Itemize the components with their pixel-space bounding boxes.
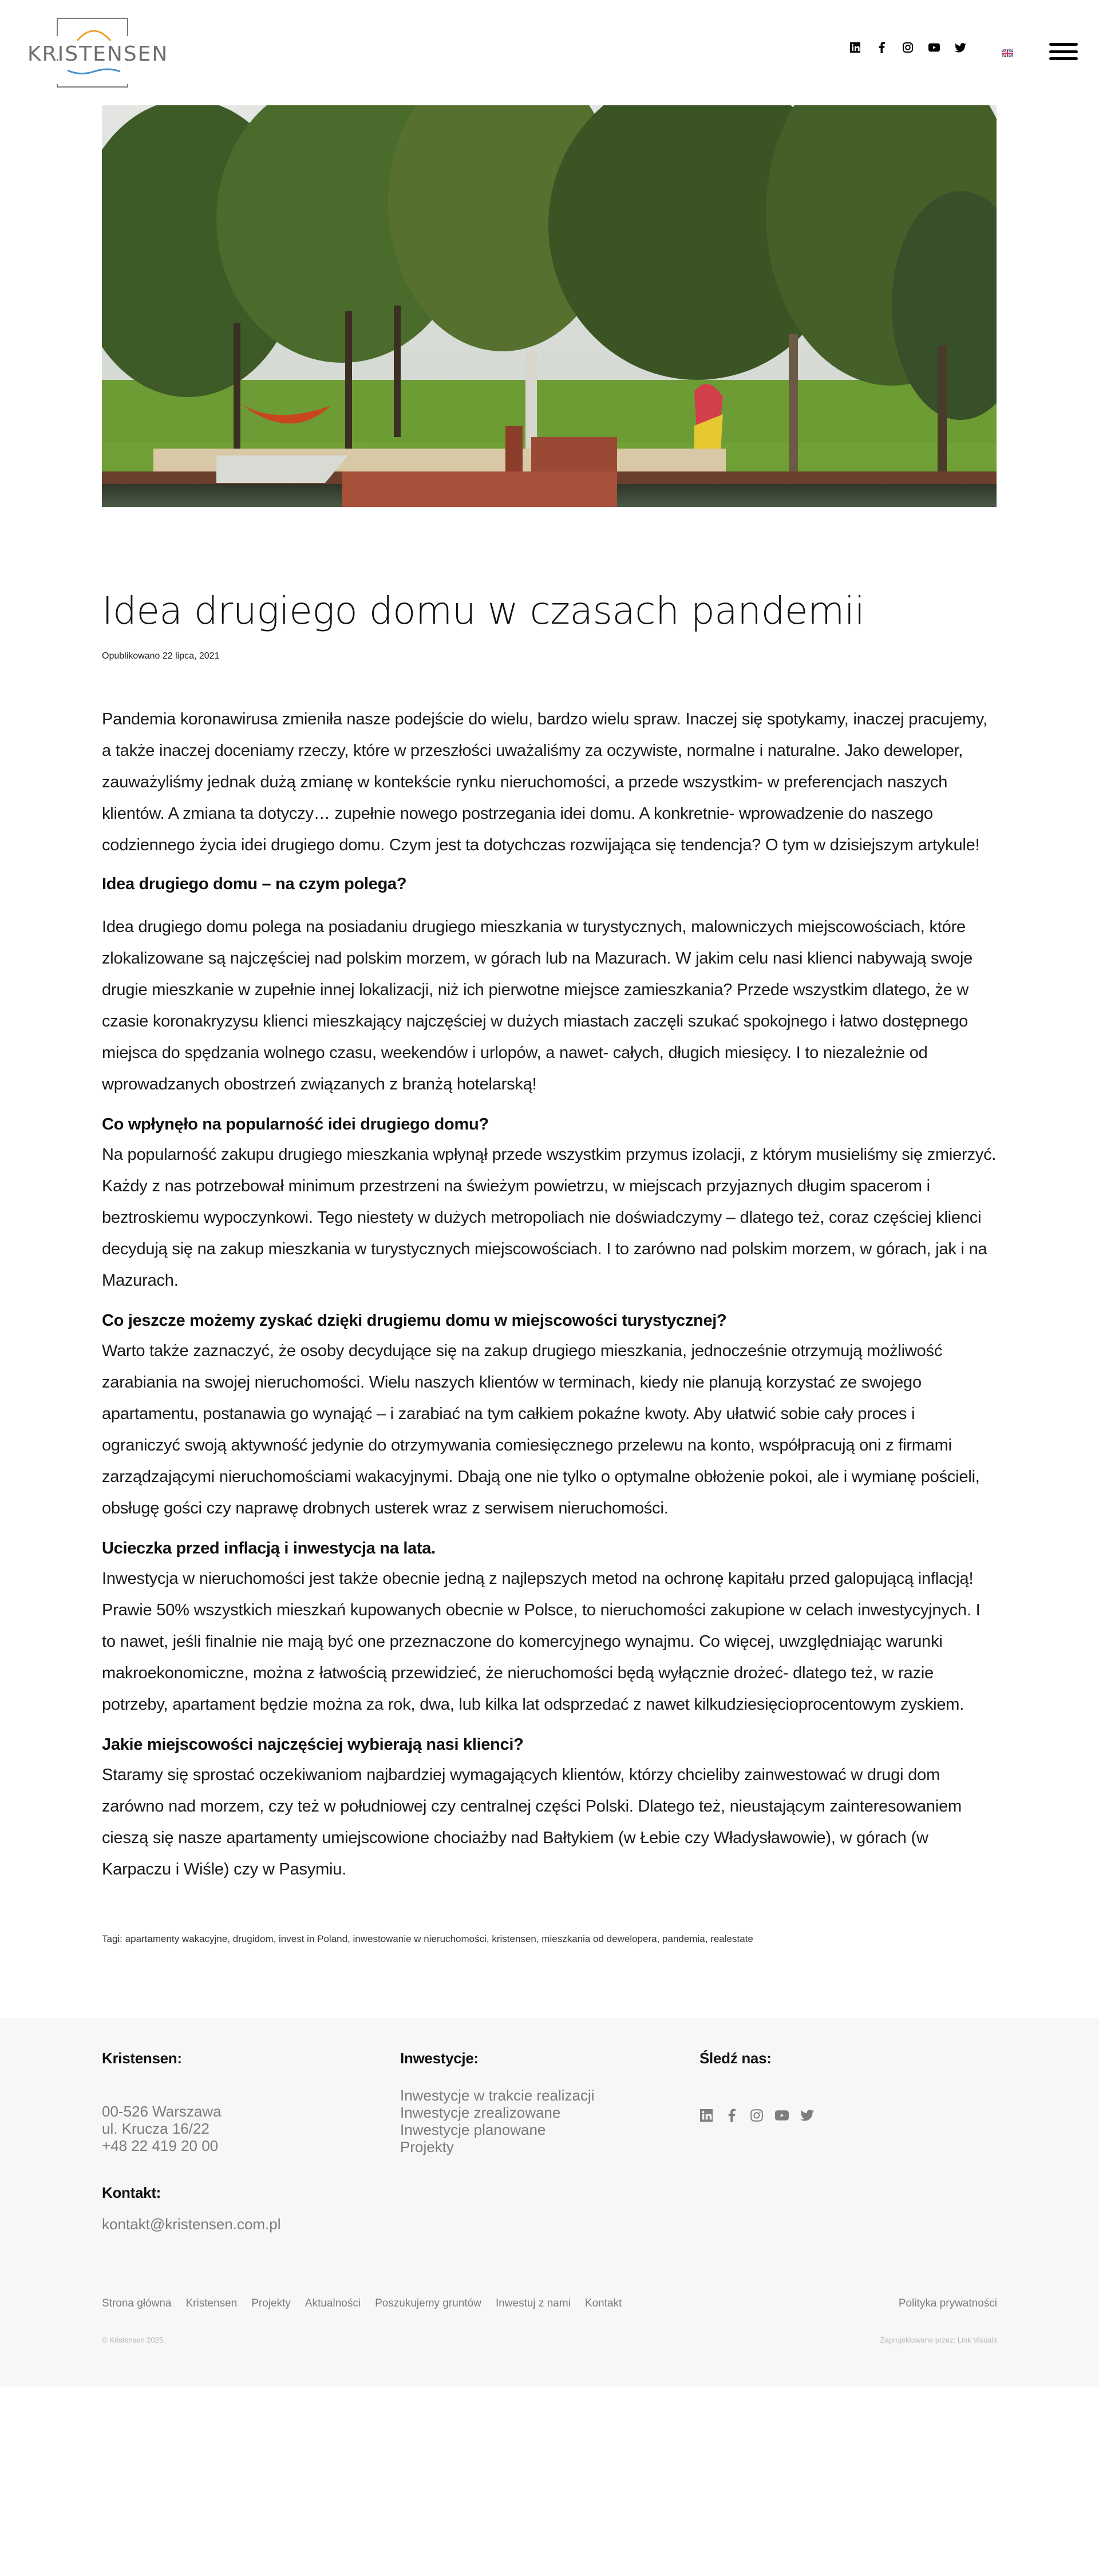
footer-investments-column — [400, 2050, 595, 2155]
instagram-icon[interactable] — [902, 42, 914, 53]
tag-link[interactable]: mieszkania od dewelopera — [541, 1933, 657, 1944]
footer-link[interactable]: Inwestycje planowane — [400, 2121, 546, 2138]
section-paragraph: Staramy się sprostać oczekiwaniom najbardziej wymagających klientów, którzy chcieliby zainwestować w drugi dom zarówno nad morzem, czy też w południowej czy centralnej części Polski. Dlatego też, nieustającym zainteresowaniem cieszą się nasze apartamenty umiejscowione chociażby nad Bałtykiem (w Łebie czy Władysławowie), w górach (w Karpaczu i Wiśle) czy w Pasymiu. — [102, 1766, 962, 1879]
logo-wave-icon — [66, 66, 121, 77]
tags-label: Tagi: — [102, 1933, 122, 1944]
footer-heading: Kristensen: — [102, 2050, 182, 2067]
section-paragraph: Warto także zaznaczyć, że osoby decydujące się na zakup drugiego mieszkania, jednocześnie otrzymują możliwość zarabiania na swojej nieruchomości. Wielu naszych klientów w terminach, kiedy nie planują korzystać ze swojego apartamentu, postanawia go wynająć – i zarabiać na tym całkiem pokaźne kwoty. Aby ułatwić sobie cały proces i ograniczyć swoją aktywność jedynie do otrzymywania comiesięcznego przelewu na konto, współpracują oni z firmami zarządzającymi nieruchomościami wakacyjnymi. Dbają one nie tylko o optymalne obłożenie pokoi, ale i wymianę pościeli, obsługę gości czy naprawę drobnych usterek wraz z serwisem nieruchomości. — [102, 1342, 980, 1517]
privacy-policy-link[interactable]: Polityka prywatności — [898, 2297, 997, 2309]
tag-link[interactable]: invest in Poland — [279, 1933, 348, 1944]
footer-social-column — [699, 2050, 814, 2122]
footer-nav-invest[interactable]: Inwestuj z nami — [495, 2297, 571, 2309]
footer-nav-news[interactable]: Aktualności — [305, 2297, 361, 2309]
facebook-icon[interactable] — [725, 2109, 738, 2122]
site-footer — [0, 2018, 1099, 2387]
menu-button[interactable] — [1049, 43, 1078, 61]
site-header — [0, 0, 1099, 105]
section-heading: Ucieczka przed inflacją i inwestycja na lata. — [102, 1539, 436, 1558]
twitter-icon[interactable] — [800, 2109, 814, 2122]
logo-text: KRISTENSEN — [27, 42, 169, 66]
footer-heading: Inwestycje: — [400, 2050, 479, 2067]
footer-nav-projects[interactable]: Projekty — [251, 2297, 291, 2309]
tag-link[interactable]: inwestowanie w nieruchomości — [353, 1933, 487, 1944]
hero-illustration — [102, 105, 997, 507]
tag-link[interactable]: kristensen — [492, 1933, 536, 1944]
footer-link[interactable]: Inwestycje zrealizowane — [400, 2104, 561, 2121]
youtube-icon[interactable] — [775, 2109, 789, 2122]
article-title: Idea drugiego domu w czasach pandemii — [102, 589, 865, 633]
footer-nav-kristensen[interactable]: Kristensen — [185, 2297, 238, 2309]
twitter-icon[interactable] — [955, 42, 966, 53]
footer-nav-land-search[interactable]: Poszukujemy gruntów — [375, 2297, 481, 2309]
youtube-icon[interactable] — [928, 42, 940, 53]
hero-image — [102, 105, 997, 507]
footer-nav-home[interactable]: Strona główna — [102, 2297, 172, 2309]
linkedin-icon[interactable] — [699, 2109, 713, 2122]
tag-link[interactable]: apartamenty wakacyjne — [125, 1933, 228, 1944]
footer-investments-links — [400, 2087, 595, 2155]
section-heading: Idea drugiego domu – na czym polega? — [102, 875, 407, 893]
section-paragraph: Inwestycja w nieruchomości jest także obecnie jedną z najlepszych metod na ochronę kapitału przed galopującą inflacją! Prawie 50% wszystkich mieszkań kupowanych obecnie w Polsce, to nieruchomości zakupione w celach inwestycyjnych. I to nawet, jeśli finalnie nie mają być one przeznaczone do komercyjnego wynajmu. Co więcej, uwzględniając warunki makroekonomiczne, można z łatwością przewidzieć, że nieruchomości będą wyłącznie drożeć- dlatego też, w razie potrzeby, apartament będzie można za rok, dwa, lub kilka lat odsprzedać z nawet kilkudziesięcioprocentowym zyskiem. — [102, 1570, 981, 1714]
footer-nav — [102, 2297, 622, 2310]
section-heading: Jakie miejscowości najczęściej wybierają nasi klienci? — [102, 1735, 524, 1754]
footer-heading: Śledź nas: — [699, 2050, 772, 2067]
tag-link[interactable]: realestate — [710, 1933, 753, 1944]
section-heading: Co jeszcze możemy zyskać dzięki drugiemu domu w miejscowości turystycznej? — [102, 1311, 727, 1330]
footer-heading: Kontakt: — [102, 2184, 161, 2201]
tags-list: Tagi: apartamenty wakacyjne, drugidom, invest in Poland, inwestowanie w nieruchomości, kristensen, mieszkania od dewelopera, pandemia, realestate — [102, 1933, 753, 1944]
header-social-links — [849, 42, 966, 53]
section-paragraph: Idea drugiego domu polega na posiadaniu drugiego mieszkania w turystycznych, malowniczych miejscowościach, które zlokalizowane są najczęściej nad polskim morzem, w górach lub na Mazurach. W jakim celu nasi klienci nabywają swoje drugie mieszkanie w zupełnie innej lokalizacji, niż ich pierwotne miejsce zamieszkania? Przede wszystkim dlatego, że w czasie koronakryzysu klienci mieszkający najczęściej w dużych miastach zaczęli szukać spokojnego i łatwo dostępnego miejsca do spędzania wolnego czasu, weekendów i urlopów, a nawet- całych, długich miesięcy. I to niezależnie od wprowadzanych obostrzeń związanych z branżą hotelarską! — [102, 918, 973, 1093]
language-flag-uk-icon[interactable] — [1002, 49, 1013, 57]
article-intro: Pandemia koronawirusa zmieniła nasze podejście do wielu, bardzo wielu spraw. Inaczej się spotykamy, inaczej pracujemy, a także inaczej doceniamy rzeczy, które w przeszłości uważaliśmy za oczywiste, normalne i naturalne. Jako deweloper, zauważyliśmy jednak dużą zmianę w kontekście rynku nieruchomości, a przede wszystkim- w preferencjach naszych klientów. A zmiana ta dotyczy… zupełnie nowego postrzegania idei domu. A konkretnie- wprowadzenie do naszego codziennego życia idei drugiego domu. Czym jest ta dotychczas rozwijająca się tendencja? O tym w dzisiejszym artykule! — [102, 710, 987, 854]
publish-date: Opublikowano 22 lipca, 2021 — [102, 651, 220, 661]
footer-address: 00-526 Warszawa ul. Krucza 16/22 +48 22 419 20 00 — [102, 2103, 281, 2154]
tag-link[interactable]: pandemia — [662, 1933, 705, 1944]
footer-nav-contact[interactable]: Kontakt — [584, 2297, 622, 2309]
footer-email-link[interactable]: kontakt@kristensen.com.pl — [102, 2216, 281, 2233]
section-paragraph: Na popularność zakupu drugiego mieszkania wpłynął przede wszystkim przymus izolacji, z którym musieliśmy się zmierzyć. Każdy z nas potrzebował minimum przestrzeni na świeżym powietrzu, w miejscach przyjaznych długim spacerom i beztroskiemu wypoczynkowi. Tego niestety w dużych metropoliach nie doświadczymy – dlatego też, coraz częściej klienci decydują się na zakup mieszkania w turystycznych miejscowościach. I to zarówno nad polskim morzem, w górach, jak i na Mazurach. — [102, 1146, 997, 1290]
copyright: © Kristensen 2025. — [102, 2336, 165, 2344]
section-heading: Co wpłynęło na popularność idei drugiego domu? — [102, 1115, 489, 1134]
footer-social-links — [699, 2109, 814, 2122]
logo[interactable] — [27, 18, 169, 88]
instagram-icon[interactable] — [750, 2109, 764, 2122]
article — [102, 588, 997, 1945]
facebook-icon[interactable] — [876, 42, 887, 53]
article-body — [102, 704, 997, 1885]
linkedin-icon[interactable] — [849, 42, 861, 53]
logo-sun-icon — [76, 27, 112, 42]
footer-phone: +48 22 419 20 00 — [102, 2137, 219, 2154]
footer-link[interactable]: Inwestycje w trakcie realizacji — [400, 2087, 595, 2104]
hamburger-icon — [1049, 43, 1078, 46]
designed-by: Zaprojektowane przez: Link Visuals — [880, 2336, 997, 2344]
footer-link[interactable]: Projekty — [400, 2138, 454, 2155]
footer-company-column — [102, 2050, 281, 2233]
tag-link[interactable]: drugidom — [232, 1933, 274, 1944]
